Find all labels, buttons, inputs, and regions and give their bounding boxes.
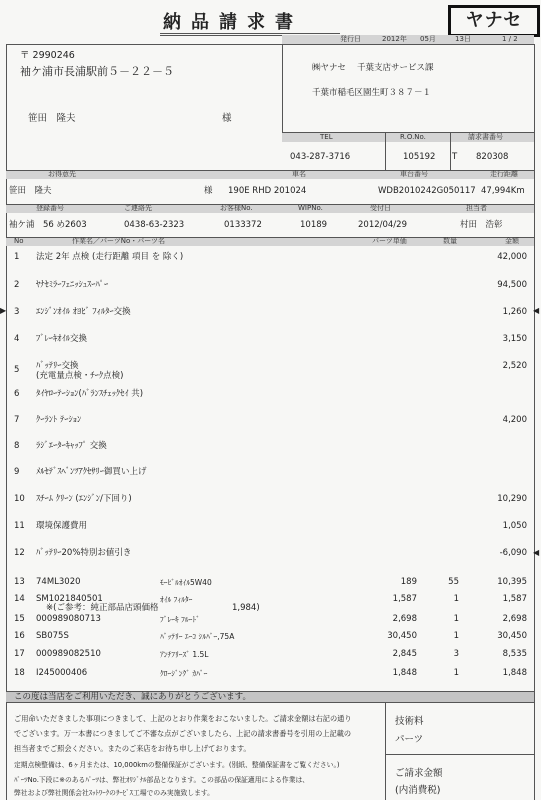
ro-label: R.O.No. xyxy=(400,133,426,141)
document-title: 納品請求書 xyxy=(163,12,303,33)
item-amount: 94,500 xyxy=(497,280,527,290)
part-number: I245000406 xyxy=(36,668,88,678)
item-sub: (充電量点検・ﾁｰｸ点検) xyxy=(36,371,124,381)
wip-number: 10189 xyxy=(300,220,328,230)
tax-label: (内消費税) xyxy=(395,785,441,796)
item-no: 1 xyxy=(14,252,20,262)
staff-name: 村田 浩彰 xyxy=(460,220,503,230)
item-no: 9 xyxy=(14,467,20,477)
issue-month: 05月 xyxy=(420,35,436,43)
col-amount: 金額 xyxy=(505,237,519,245)
mileage-label: 走行距離 xyxy=(490,170,518,178)
item-amount: 1,050 xyxy=(502,521,527,531)
ro-type: T xyxy=(452,152,458,162)
item-amount: 2,520 xyxy=(502,361,527,371)
right-margin-arrow-icon: ◀ xyxy=(533,306,540,315)
item-no: 4 xyxy=(14,334,20,344)
vehicle-model: 190E RHD 201024 xyxy=(228,186,307,196)
invoice-label: 請求書番号 xyxy=(468,133,503,141)
vehicle-mileage: 47,994Km xyxy=(481,186,525,196)
notice-line-5: ﾊﾟｰﾂNo.下段に※のあるﾊﾟｰﾂは、弊社ｵﾘｼﾞﾅﾙ部品となります。この部品の保証適用による作業は、 xyxy=(14,776,310,784)
part-price: 1,587 xyxy=(392,594,417,604)
part-number: SB075S xyxy=(36,631,69,641)
part-price: 2,698 xyxy=(392,614,417,624)
item-name: ﾒﾙｾﾃﾞｽﾍﾞﾝﾂｱｸｾｻﾘｰ御買い上げ xyxy=(36,467,147,477)
part-number: SM1021840501 xyxy=(36,594,103,604)
part-qty: 1 xyxy=(453,631,459,641)
part-no: 16 xyxy=(14,631,25,641)
part-price: 2,845 xyxy=(392,649,417,659)
item-name: ﾊﾞｯﾃﾘｰ20%特別お値引き xyxy=(36,548,132,558)
issue-label: 発行日 xyxy=(340,35,361,43)
company-name: ㈱ヤナセ 千葉支店サービス課 xyxy=(312,63,434,73)
part-qty: 1 xyxy=(453,668,459,678)
part-amount: 2,698 xyxy=(502,614,527,624)
part-no: 17 xyxy=(14,649,25,659)
item-name: ｽﾁｰﾑ ｸﾘｰﾝ (ｴﾝｼﾞﾝ/下回り) xyxy=(36,494,132,504)
total-label: ご請求金額 xyxy=(395,768,443,779)
item-no: 8 xyxy=(14,441,20,451)
part-no: 14 xyxy=(14,594,25,604)
invoice-number: 820308 xyxy=(476,152,509,162)
reference-price-value: 1,984) xyxy=(232,603,260,613)
item-name: ｴﾝｼﾞﾝｵｲﾙ ｵﾖﾋﾞ ﾌｨﾙﾀｰ交換 xyxy=(36,307,131,317)
notice-line-4: 定期点検整備は、6ヶ月または、10,000kmの整備保証がございます。(別紙、整備保証書をご覧ください。) xyxy=(14,761,340,769)
thank-you-banner: この度は当店をご利用いただき、誠にありがとうございます。 xyxy=(14,692,251,702)
reg-contact-label: ご連絡先 xyxy=(124,204,152,212)
part-desc: ﾊﾞｯﾃﾘｰ ｴｰｺ ｼﾙﾊﾞｰ,75A xyxy=(160,632,235,641)
part-amount: 30,450 xyxy=(497,631,527,641)
part-number: 000989080713 xyxy=(36,614,101,624)
receipt-date: 2012/04/29 xyxy=(358,220,407,230)
notice-line-3: 担当者までご照会ください。またのご来店をお待ち申し上げております。 xyxy=(14,744,251,753)
part-desc: ｵｲﾙ ﾌｨﾙﾀｰ xyxy=(160,595,193,604)
item-name: ﾌﾞﾚｰｷｵｲﾙ交換 xyxy=(36,334,88,344)
customer-name: 笹田 隆夫 xyxy=(28,113,76,124)
tel-label: TEL xyxy=(320,133,333,141)
vehicle-chassis: WDB2010242G050117 xyxy=(378,186,476,196)
item-amount: 10,290 xyxy=(497,494,527,504)
ro-number: 105192 xyxy=(403,152,436,162)
yanase-logo: ヤナセ xyxy=(448,5,540,37)
notice-line-6: 弊社および弊社関係会社ｽｯﾄﾜｰｸのｻｰﾋﾞｽ工場でのみ実施致します。 xyxy=(14,789,214,797)
tel-number: 043-287-3716 xyxy=(290,152,351,162)
part-number: 74ML3020 xyxy=(36,577,81,587)
item-no: 7 xyxy=(14,415,20,425)
customer-postal: 〒 2990246 xyxy=(20,50,75,61)
item-amount: -6,090 xyxy=(499,548,527,558)
left-margin-arrow-icon: ▶ xyxy=(0,306,7,315)
item-no: 3 xyxy=(14,307,20,317)
vehicle-owner: 笹田 隆夫 xyxy=(9,186,52,196)
col-qty: 数量 xyxy=(443,237,457,245)
item-amount: 42,000 xyxy=(497,252,527,262)
item-name: ﾊﾞｯﾃﾘｰ交換 xyxy=(36,361,79,371)
issue-year: 2012年 xyxy=(382,35,407,43)
item-name: ﾗｼﾞｴｰﾀｰｷｬｯﾌﾟ 交換 xyxy=(36,441,107,451)
part-no: 18 xyxy=(14,668,25,678)
item-amount: 3,150 xyxy=(502,334,527,344)
reg-number: 袖ケ浦 56 め2603 xyxy=(9,220,87,230)
staff-label: 担当者 xyxy=(466,204,487,212)
model-label: 車名 xyxy=(292,170,306,178)
item-no: 6 xyxy=(14,389,20,399)
part-no: 15 xyxy=(14,614,25,624)
part-amount: 10,395 xyxy=(497,577,527,587)
part-amount: 1,848 xyxy=(502,668,527,678)
part-price: 30,450 xyxy=(387,631,417,641)
part-amount: 1,587 xyxy=(502,594,527,604)
reg-label: 登録番号 xyxy=(36,204,64,212)
col-item: 作業名／パーツNo・パーツ名 xyxy=(72,237,165,245)
part-desc: ｱﾝﾁﾌﾘｰｽﾞ 1.5L xyxy=(160,650,209,659)
right-margin-arrow-icon: ◀ xyxy=(533,548,540,557)
company-address: 千葉市稲毛区園生町３８７－１ xyxy=(312,88,432,98)
issue-day: 13日 xyxy=(455,35,471,43)
item-amount: 4,200 xyxy=(502,415,527,425)
item-name: ﾔﾅｾﾐﾗｰﾌｪﾆｯｼｭｽｰﾊﾟｰ xyxy=(36,280,109,290)
part-number: 000989082510 xyxy=(36,649,101,659)
page-number: 1 / 2 xyxy=(502,35,518,43)
part-no: 13 xyxy=(14,577,25,587)
chassis-label: 車台番号 xyxy=(400,170,428,178)
item-name: ｸｰﾗﾝﾄ ﾃｰｼｮﾝ xyxy=(36,415,82,425)
part-price: 189 xyxy=(400,577,417,587)
item-no: 5 xyxy=(14,365,20,375)
labor-fee-label: 技術料 xyxy=(395,716,424,727)
notice-line-2: でございます。万一本書につきましてご不審な点がございましたら、上記の請求書番号を引用の上記載の xyxy=(14,729,352,738)
item-name: 法定 2年 点検 (走行距離 項目 を 除く) xyxy=(36,252,184,262)
col-no: No xyxy=(14,237,24,245)
col-price: パーツ単価 xyxy=(372,237,407,245)
part-qty: 55 xyxy=(448,577,459,587)
item-no: 2 xyxy=(14,280,20,290)
item-no: 12 xyxy=(14,548,25,558)
customer-suffix: 様 xyxy=(222,113,232,124)
reg-contact: 0438-63-2323 xyxy=(124,220,185,230)
vehicle-owner-suffix: 様 xyxy=(204,186,213,196)
wip-label: WIPNo. xyxy=(298,204,323,212)
part-qty: 3 xyxy=(453,649,459,659)
owner-label: お得意先 xyxy=(48,170,76,178)
part-desc: ﾓｰﾋﾞﾙｵｲﾙ5W40 xyxy=(160,578,212,587)
customer-address: 袖ケ浦市長浦駅前５－２２－５ xyxy=(20,65,174,78)
part-qty: 1 xyxy=(453,614,459,624)
part-desc: ﾌﾞﾚｰｷ ﾌﾙｰﾄﾞ xyxy=(160,615,200,624)
item-amount: 1,260 xyxy=(502,307,527,317)
part-qty: 1 xyxy=(453,594,459,604)
item-no: 11 xyxy=(14,521,25,531)
item-name: ﾀｲﾔﾛｰﾃｰｼｮﾝ(ﾊﾞﾗﾝｽﾁｪｯｸｾｲ 共) xyxy=(36,389,144,399)
part-amount: 8,535 xyxy=(502,649,527,659)
part-desc: ｸﾛｰｼﾞﾝｸﾞ ｶﾊﾞｰ xyxy=(160,669,208,678)
part-price: 1,848 xyxy=(392,668,417,678)
notice-line-1: ご用命いただきました事項につきまして、上記のとおり作業をおこないました。ご請求金額は右記の通り xyxy=(14,714,352,723)
item-name: 環境保護費用 xyxy=(36,521,88,531)
cust-number: 0133372 xyxy=(224,220,262,230)
date-label: 受付日 xyxy=(370,204,391,212)
item-no: 10 xyxy=(14,494,25,504)
parts-fee-label: パーツ xyxy=(395,734,424,745)
cust-no-label: お客様No. xyxy=(220,204,253,212)
reference-price-note: ※(ご参考：純正部品店頭価格 xyxy=(46,603,159,613)
